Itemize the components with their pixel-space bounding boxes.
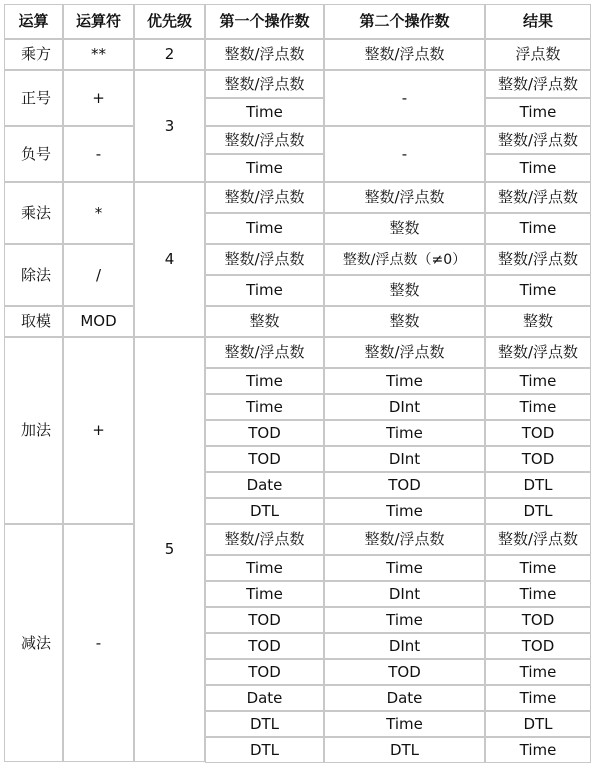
op-multiply-symbol: * <box>63 182 134 244</box>
op-subtract-symbol: - <box>63 524 134 762</box>
op-add-result: TOD <box>485 446 591 472</box>
op-add-symbol: + <box>63 337 134 524</box>
op-subtract-operand-2: Time <box>324 711 485 737</box>
op-power-priority: 2 <box>134 39 205 70</box>
op-add-operand-2: DInt <box>324 394 485 420</box>
op-subtract-result: Time <box>485 737 591 763</box>
op-divide-operand-2: 整数/浮点数（≠0） <box>324 244 485 275</box>
op-subtract-result: 整数/浮点数 <box>485 524 591 555</box>
op-subtract-operand-2: Time <box>324 607 485 633</box>
op-subtract-operand-2: Time <box>324 555 485 581</box>
op-divide-result: Time <box>485 275 591 306</box>
op-negative-operand-1: 整数/浮点数 <box>205 126 324 154</box>
sign-priority: 3 <box>134 70 205 182</box>
op-multiply-operand-1: 整数/浮点数 <box>205 182 324 213</box>
op-add-name: 加法 <box>4 337 63 524</box>
op-subtract-result: DTL <box>485 711 591 737</box>
op-subtract-result: Time <box>485 581 591 607</box>
op-subtract-operand-1: DTL <box>205 711 324 737</box>
op-add-result: DTL <box>485 472 591 498</box>
op-subtract-operand-1: 整数/浮点数 <box>205 524 324 555</box>
op-subtract-operand-1: TOD <box>205 633 324 659</box>
op-subtract-operand-1: DTL <box>205 737 324 763</box>
op-negative-operand-1: Time <box>205 154 324 182</box>
op-add-operand-1: 整数/浮点数 <box>205 337 324 368</box>
op-subtract-operand-2: DTL <box>324 737 485 763</box>
op-subtract-result: TOD <box>485 607 591 633</box>
op-add-operand-2: Time <box>324 498 485 524</box>
op-subtract-result: Time <box>485 555 591 581</box>
op-add-operand-2: Time <box>324 368 485 394</box>
op-multiply-name: 乘法 <box>4 182 63 244</box>
op-negative-result: 整数/浮点数 <box>485 126 591 154</box>
op-add-operand-2: TOD <box>324 472 485 498</box>
op-subtract-operand-1: Time <box>205 555 324 581</box>
op-divide-name: 除法 <box>4 244 63 306</box>
op-add-result: Time <box>485 394 591 420</box>
header-operation: 运算 <box>4 4 63 39</box>
op-multiply-operand-1: Time <box>205 213 324 244</box>
header-operand-1: 第一个操作数 <box>205 4 324 39</box>
op-add-result: DTL <box>485 498 591 524</box>
op-negative-name: 负号 <box>4 126 63 182</box>
op-add-operand-1: Time <box>205 394 324 420</box>
op-positive-name: 正号 <box>4 70 63 126</box>
op-power-result: 浮点数 <box>485 39 591 70</box>
op-add-result: TOD <box>485 420 591 446</box>
op-divide-operand-2: 整数 <box>324 275 485 306</box>
op-add-operand-2: Time <box>324 420 485 446</box>
op-positive-operand-1: Time <box>205 98 324 126</box>
mul-priority: 4 <box>134 182 205 337</box>
op-divide-operand-1: 整数/浮点数 <box>205 244 324 275</box>
op-modulo-operand-1: 整数 <box>205 306 324 337</box>
op-add-operand-2: DInt <box>324 446 485 472</box>
op-subtract-operand-1: Time <box>205 581 324 607</box>
header-result: 结果 <box>485 4 591 39</box>
op-subtract-operand-1: TOD <box>205 659 324 685</box>
op-negative-result: Time <box>485 154 591 182</box>
op-power-name: 乘方 <box>4 39 63 70</box>
header-priority: 优先级 <box>134 4 205 39</box>
op-modulo-operand-2: 整数 <box>324 306 485 337</box>
op-positive-symbol: + <box>63 70 134 126</box>
op-positive-operand-2: - <box>324 70 485 126</box>
op-multiply-operand-2: 整数 <box>324 213 485 244</box>
op-modulo-symbol: MOD <box>63 306 134 337</box>
op-subtract-result: Time <box>485 685 591 711</box>
header-operator: 运算符 <box>63 4 134 39</box>
op-positive-result: 整数/浮点数 <box>485 70 591 98</box>
op-subtract-name: 减法 <box>4 524 63 762</box>
op-subtract-operand-2: Date <box>324 685 485 711</box>
op-power-operand-2: 整数/浮点数 <box>324 39 485 70</box>
op-modulo-result: 整数 <box>485 306 591 337</box>
op-divide-result: 整数/浮点数 <box>485 244 591 275</box>
op-add-operand-1: TOD <box>205 420 324 446</box>
op-positive-operand-1: 整数/浮点数 <box>205 70 324 98</box>
op-add-operand-2: 整数/浮点数 <box>324 337 485 368</box>
op-divide-operand-1: Time <box>205 275 324 306</box>
op-negative-symbol: - <box>63 126 134 182</box>
header-operand-2: 第二个操作数 <box>324 4 485 39</box>
add-priority: 5 <box>134 337 205 762</box>
op-add-result: Time <box>485 368 591 394</box>
op-subtract-operand-2: DInt <box>324 581 485 607</box>
op-add-operand-1: DTL <box>205 498 324 524</box>
op-negative-operand-2: - <box>324 126 485 182</box>
op-add-operand-1: Time <box>205 368 324 394</box>
op-multiply-result: 整数/浮点数 <box>485 182 591 213</box>
op-add-operand-1: TOD <box>205 446 324 472</box>
op-subtract-result: Time <box>485 659 591 685</box>
op-subtract-operand-2: DInt <box>324 633 485 659</box>
op-divide-symbol: / <box>63 244 134 306</box>
op-multiply-operand-2: 整数/浮点数 <box>324 182 485 213</box>
op-add-operand-1: Date <box>205 472 324 498</box>
op-subtract-operand-1: TOD <box>205 607 324 633</box>
op-add-result: 整数/浮点数 <box>485 337 591 368</box>
op-subtract-operand-2: 整数/浮点数 <box>324 524 485 555</box>
op-power-operand-1: 整数/浮点数 <box>205 39 324 70</box>
op-subtract-operand-1: Date <box>205 685 324 711</box>
op-subtract-operand-2: TOD <box>324 659 485 685</box>
op-power-symbol: ** <box>63 39 134 70</box>
op-modulo-name: 取模 <box>4 306 63 337</box>
op-multiply-result: Time <box>485 213 591 244</box>
op-positive-result: Time <box>485 98 591 126</box>
op-subtract-result: TOD <box>485 633 591 659</box>
